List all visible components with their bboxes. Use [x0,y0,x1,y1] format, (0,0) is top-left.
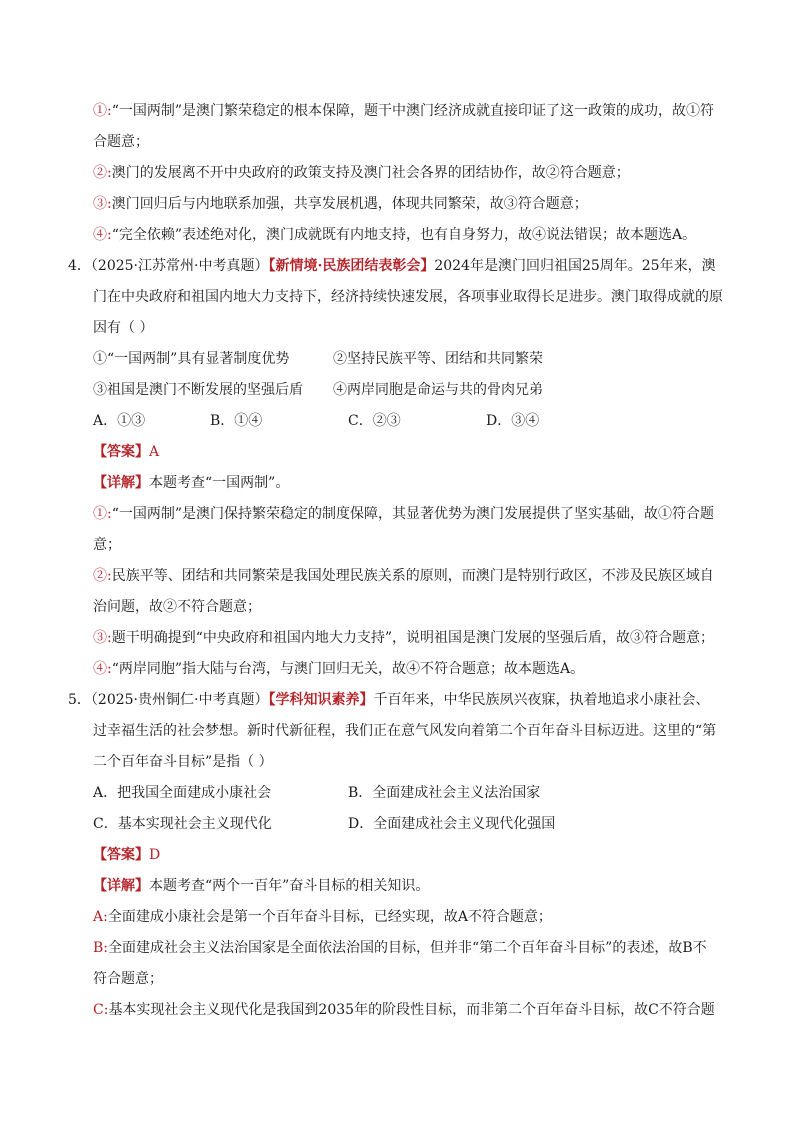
q4-detail: 【详解】本题考查“一国两制”。 [93,475,290,491]
q5-detail: 【详解】本题考查“两个一百年”奋斗目标的相关知识。 [93,878,430,894]
q5-analysis-c: C:基本实现社会主义现代化是我国到2035年的阶段性目标，而非第二个百年奋斗目标，故C不符合题 [93,1002,715,1018]
q4-item-2: ②坚持民族平等、团结和共同繁荣 [333,351,543,367]
q4-stem-line-1: 4．（2025·江苏常州·中考真题）【新情境·民族团结表彰会】2024年是澳门回归祖国25周年。25年来，澳 [68,258,716,274]
q5-analysis-a: A:全面建成小康社会是第一个百年奋斗目标，已经实现，故A不符合题意； [93,909,552,925]
q5-option-d: D．全面建成社会主义现代化强国 [348,816,556,832]
q4-analysis-2: ②:民族平等、团结和共同繁荣是我国处理民族关系的原则，而澳门是特别行政区，不涉及民族区域自 [93,568,714,584]
q5-stem-line-3: 二个百年奋斗目标”是指（ ） [93,754,273,770]
q5-analysis-b-cont: 符合题意； [93,971,163,987]
q4-item-3: ③祖国是澳门不断发展的坚强后盾 [93,382,303,398]
question-tag: 【学科知识素养】 [268,692,374,708]
q4-option-c: C．②③ [348,413,401,429]
question-number: 4． [68,258,91,274]
question-source: （2025·贵州铜仁·中考真题） [90,692,269,708]
q5-option-b: B．全面建成社会主义法治国家 [348,785,541,801]
q5-stem-line-2: 过幸福生活的社会梦想。新时代新征程，我们正在意气风发向着第二个百年奋斗目标迈进。这里的“第 [93,723,717,739]
q3-analysis-4: ④:“完全依赖”表述绝对化，澳门成就既有内地支持，也有自身努力，故④说法错误；故本题选A。 [93,227,697,243]
q4-analysis-4: ④:“两岸同胞”指大陆与台湾，与澳门回归无关，故④不符合题意；故本题选A。 [93,661,585,677]
q4-option-d: D．③④ [486,413,540,429]
q5-stem-line-1: 5．（2025·贵州铜仁·中考真题）【学科知识素养】千百年来，中华民族夙兴夜寐，执着地追求小康社会、 [68,692,710,708]
q4-option-b: B．①④ [210,413,263,429]
question-source: （2025·江苏常州·中考真题） [90,258,269,274]
q4-analysis-2-cont: 治问题，故②不符合题意； [93,599,261,615]
q4-item-4: ④两岸同胞是命运与共的骨肉兄弟 [333,382,543,398]
q4-option-a: A．①③ [93,413,146,429]
q3-analysis-1: ①:“一国两制”是澳门繁荣稳定的根本保障，题干中澳门经济成就直接印证了这一政策的成功，故①符 [93,103,715,119]
q5-analysis-b: B:全面建成社会主义法治国家是全面依法治国的目标，但并非“第二个百年奋斗目标”的表述，故B不 [93,940,707,956]
q5-option-c: C．基本实现社会主义现代化 [93,816,272,832]
q4-answer: 【答案】A [93,444,160,460]
q4-stem-line-3: 因有（ ） [93,320,154,336]
q5-option-a: A．把我国全面建成小康社会 [93,785,272,801]
q4-analysis-1-cont: 意； [93,537,121,553]
q3-analysis-3: ③:澳门回归后与内地联系加强，共享发展机遇，体现共同繁荣，故③符合题意； [93,196,588,212]
q4-stem-line-2: 门在中央政府和祖国内地大力支持下，经济持续快速发展，各项事业取得长足进步。澳门取得成就的原 [93,289,723,305]
q4-item-1: ①“一国两制”具有显著制度优势 [93,351,290,367]
question-number: 5． [68,692,91,708]
q4-analysis-1: ①:“一国两制”是澳门保持繁荣稳定的制度保障，其显著优势为澳门发展提供了坚实基础，故①符合题 [93,506,715,522]
q5-answer: 【答案】D [93,847,161,863]
question-tag: 【新情境·民族团结表彰会】 [268,258,435,274]
q3-analysis-1-cont: 合题意； [93,134,149,150]
q3-analysis-2: ②:澳门的发展离不开中央政府的政策支持及澳门社会各界的团结协作，故②符合题意； [93,165,630,181]
q4-analysis-3: ③:题干明确提到“中央政府和祖国内地大力支持”，说明祖国是澳门发展的坚强后盾，故③符合题意； [93,630,715,646]
